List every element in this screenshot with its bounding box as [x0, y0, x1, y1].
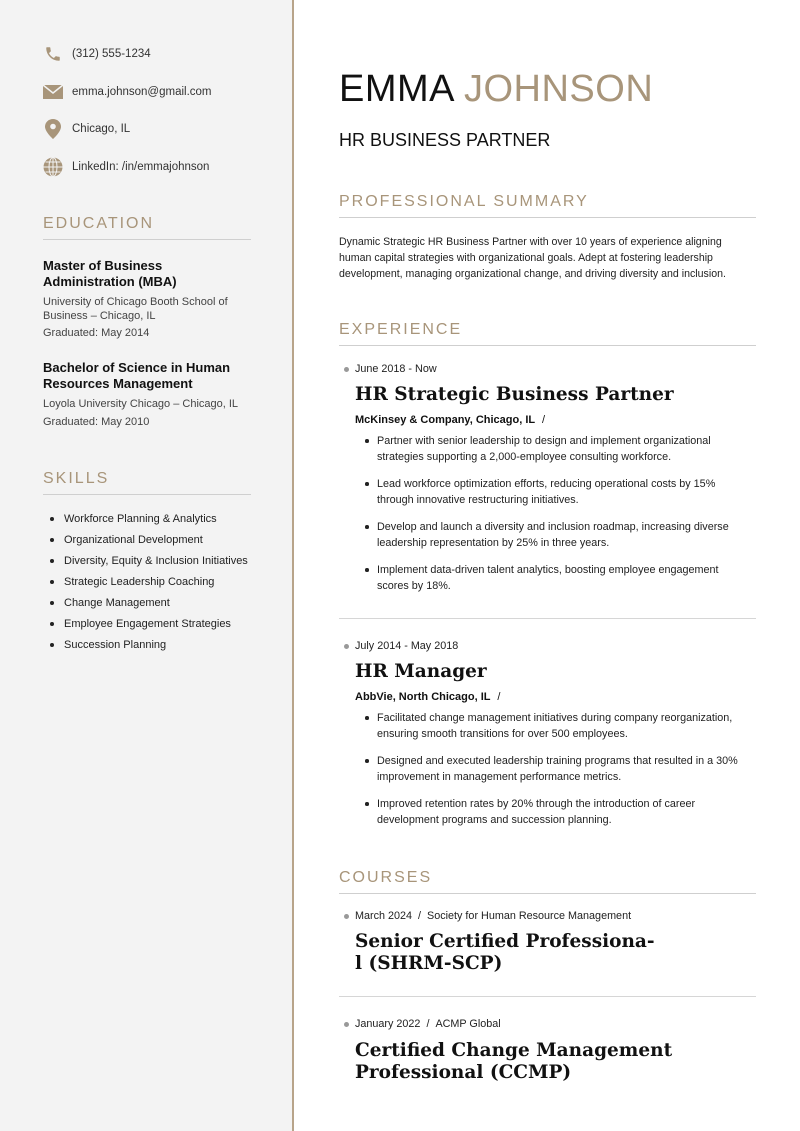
- bullet-dot: [50, 538, 54, 542]
- bullet-item: [365, 796, 765, 828]
- bullet-dot: [365, 525, 369, 529]
- bullet-line: strategies supporting a 2,000-employee consulting workforce.: [377, 451, 672, 463]
- skill-label: Strategic Leadership Coaching: [64, 576, 215, 588]
- bullet-line: Facilitated change management initiatives during company reorganization,: [377, 712, 733, 724]
- summary-text: [339, 234, 759, 282]
- provider-text: Society for Human Resource Management: [427, 910, 632, 922]
- education-graduated-2: Graduated: May 2010: [43, 416, 150, 428]
- bullet-dot: [365, 802, 369, 806]
- job-1-bullets: [365, 433, 765, 605]
- timeline-dot: [344, 644, 349, 649]
- bullet-line: Designed and executed leadership training programs that resulted in a 30%: [377, 755, 738, 767]
- skill-item: [50, 636, 248, 657]
- bullet-dot: [50, 517, 54, 521]
- date-text: March 2024: [355, 910, 413, 922]
- title-line: l (SHRM-SCP): [355, 953, 503, 974]
- company-name: AbbVie, North Chicago, IL: [355, 691, 491, 703]
- job-1-dates: [344, 363, 437, 375]
- phone-text: (312) 555-1234: [72, 48, 151, 60]
- education-school-1: [43, 295, 263, 323]
- bullet-line: leadership representation by 25% in three years.: [377, 537, 610, 549]
- job-2-title: HR Manager: [355, 661, 487, 682]
- education-heading: EDUCATION: [43, 215, 251, 240]
- bullet-line: Improved retention rates by 20% through the introduction of career: [377, 798, 696, 810]
- contact-linkedin: [42, 155, 209, 179]
- separator: /: [426, 1018, 430, 1030]
- job-2-company: [355, 691, 500, 703]
- linkedin-link[interactable]: LinkedIn: /in/emmajohnson: [72, 161, 210, 173]
- sidebar: [0, 0, 294, 1131]
- summary-line: human capital strategies with organizational goals. Adept at fostering leadership: [339, 252, 713, 264]
- bullet-line: Lead workforce optimization efforts, reducing operational costs by 15%: [377, 478, 716, 490]
- bullet-line: development programs and succession planning.: [377, 814, 612, 826]
- bullet-dot: [365, 568, 369, 572]
- education-degree-1: [43, 258, 263, 290]
- timeline-dot: [344, 1022, 349, 1027]
- skill-label: Organizational Development: [64, 534, 203, 546]
- separator: /: [418, 910, 422, 922]
- skill-item: [50, 573, 248, 594]
- course-1-meta: [344, 910, 631, 922]
- bullet-line: Implement data-driven talent analytics, boosting employee engagement: [377, 564, 719, 576]
- candidate-name: [339, 68, 653, 111]
- bullet-line: improvement in management performance metrics.: [377, 771, 622, 783]
- education-graduated-1: Graduated: May 2014: [43, 327, 150, 339]
- degree-line: Bachelor of Science in Human: [43, 360, 231, 375]
- skill-label: Succession Planning: [64, 639, 167, 651]
- separator: /: [541, 414, 546, 426]
- course-2-meta: [344, 1018, 501, 1030]
- bullet-item: [365, 433, 765, 465]
- title-line: Professional (CCMP): [355, 1062, 572, 1083]
- contact-phone: [42, 42, 151, 66]
- contact-location: [42, 117, 130, 141]
- bullet-dot: [365, 439, 369, 443]
- skill-item: [50, 594, 248, 615]
- bullet-dot: [50, 622, 54, 626]
- contact-email: [42, 80, 212, 104]
- skill-label: Workforce Planning & Analytics: [64, 513, 217, 525]
- title-line: Certified Change Management: [355, 1040, 673, 1061]
- bullet-dot: [50, 559, 54, 563]
- degree-line: Resources Management: [43, 376, 193, 391]
- company-name: McKinsey & Company, Chicago, IL: [355, 414, 535, 426]
- envelope-icon: [42, 81, 64, 103]
- course-1-title: [355, 931, 675, 975]
- divider: [339, 996, 756, 997]
- bullet-item: [365, 519, 765, 551]
- timeline-dot: [344, 914, 349, 919]
- date-text: January 2022: [355, 1018, 421, 1030]
- bullet-line: scores by 18%.: [377, 580, 451, 592]
- bullet-line: through innovative restructuring initiatives.: [377, 494, 579, 506]
- experience-heading: EXPERIENCE: [339, 321, 756, 346]
- timeline-dot: [344, 367, 349, 372]
- bullet-item: [365, 753, 765, 785]
- divider: [339, 618, 756, 619]
- skill-item: [50, 552, 248, 573]
- email-link[interactable]: emma.johnson@gmail.com: [72, 86, 212, 98]
- skill-item: [50, 531, 248, 552]
- skill-item: [50, 510, 248, 531]
- first-name: EMMA: [339, 68, 453, 110]
- job-1-company: [355, 414, 545, 426]
- title-line: Senior Certified Professiona-: [355, 931, 655, 952]
- bullet-item: [365, 562, 765, 594]
- skill-label: Employee Engagement Strategies: [64, 618, 231, 630]
- school-line: University of Chicago Booth School of: [43, 296, 228, 308]
- bullet-dot: [50, 580, 54, 584]
- skill-label: Change Management: [64, 597, 170, 609]
- bullet-line: Develop and launch a diversity and inclusion roadmap, increasing diverse: [377, 521, 729, 533]
- degree-line: Administration (MBA): [43, 274, 177, 289]
- job-title: HR BUSINESS PARTNER: [339, 130, 551, 150]
- last-name: JOHNSON: [463, 68, 654, 110]
- phone-icon: [42, 43, 64, 65]
- summary-line: development, managing organizational change, and driving diversity and inclusion.: [339, 268, 726, 280]
- skills-list: [50, 510, 248, 657]
- bullet-item: [365, 710, 765, 742]
- bullet-dot: [50, 601, 54, 605]
- job-1-title: HR Strategic Business Partner: [355, 384, 674, 405]
- location-pin-icon: [42, 118, 64, 140]
- job-2-bullets: [365, 710, 765, 839]
- summary-line: Dynamic Strategic HR Business Partner with over 10 years of experience aligning: [339, 236, 722, 248]
- bullet-line: ensuring smooth transitions for over 500 employees.: [377, 728, 628, 740]
- school-line: Business – Chicago, IL: [43, 310, 156, 322]
- date-text: June 2018 - Now: [355, 363, 437, 375]
- separator: /: [497, 691, 501, 703]
- bullet-dot: [365, 716, 369, 720]
- summary-heading: PROFESSIONAL SUMMARY: [339, 193, 756, 218]
- job-2-dates: [344, 640, 458, 652]
- location-text: Chicago, IL: [72, 123, 131, 135]
- bullet-dot: [365, 759, 369, 763]
- globe-icon: [42, 156, 64, 178]
- skills-heading: SKILLS: [43, 470, 251, 495]
- degree-line: Master of Business: [43, 258, 163, 273]
- course-2-title: [355, 1040, 675, 1084]
- skill-item: [50, 615, 248, 636]
- education-school-2: Loyola University Chicago – Chicago, IL: [43, 398, 239, 410]
- provider-text: ACMP Global: [435, 1018, 501, 1030]
- skill-label: Diversity, Equity & Inclusion Initiatives: [64, 555, 248, 567]
- bullet-dot: [50, 643, 54, 647]
- bullet-line: Partner with senior leadership to design and implement organizational: [377, 435, 711, 447]
- courses-heading: COURSES: [339, 869, 756, 894]
- bullet-item: [365, 476, 765, 508]
- bullet-dot: [365, 482, 369, 486]
- education-degree-2: [43, 360, 263, 392]
- date-text: July 2014 - May 2018: [355, 640, 459, 652]
